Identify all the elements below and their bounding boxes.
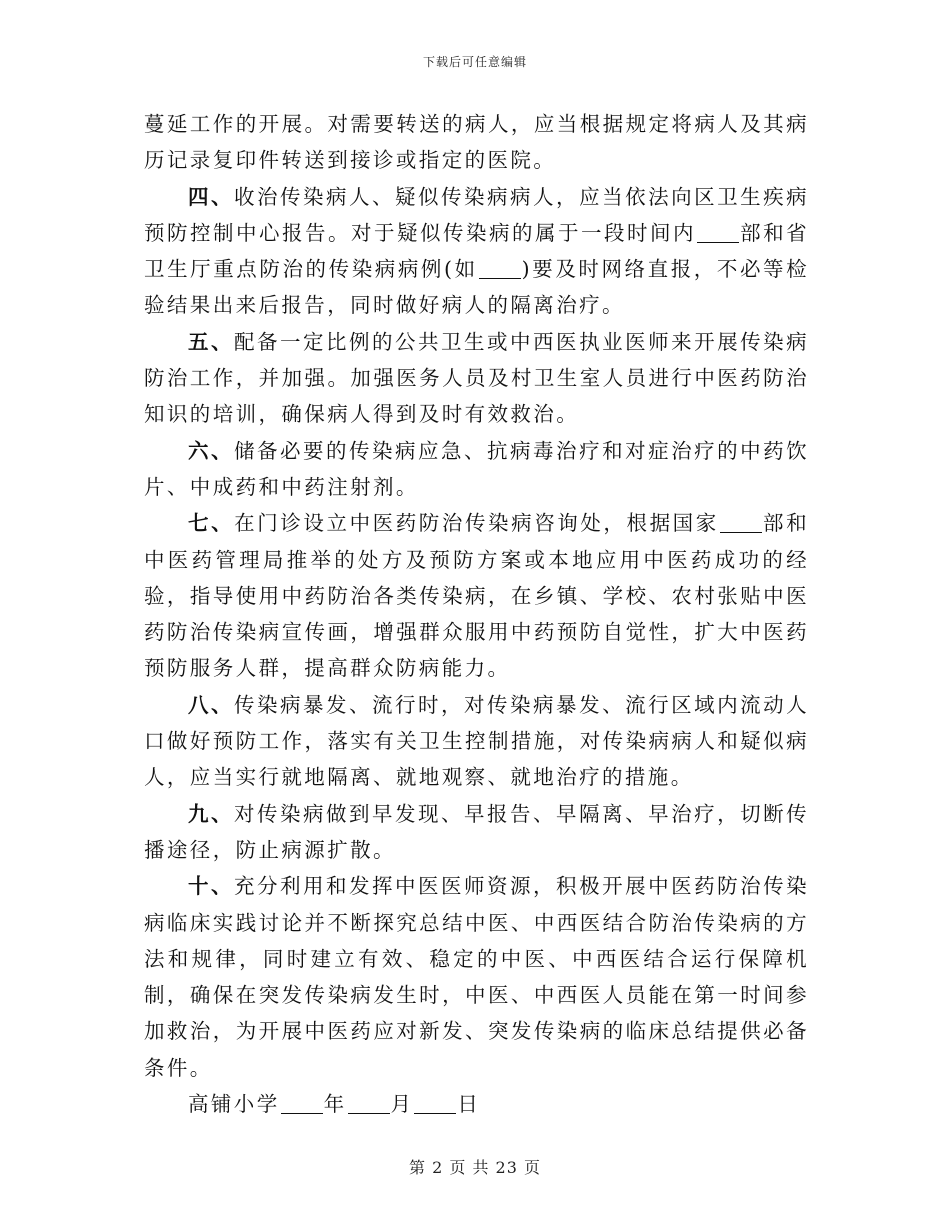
document-body xyxy=(144,106,809,1122)
item-number: 十、 xyxy=(188,874,235,899)
paragraph-text: 部和省卫生厅重点防治的传染病病例(如 xyxy=(144,220,809,282)
item-number: 六、 xyxy=(188,438,235,463)
fill-blank xyxy=(697,222,739,243)
signature-month: 月 xyxy=(390,1092,414,1117)
signature-day: 日 xyxy=(457,1092,481,1117)
signature-year: 年 xyxy=(323,1092,347,1117)
paragraph-continuation xyxy=(144,106,809,179)
paragraph-text: )要及时网络直报，不必等检验结果出来后报告，同时做好病人的隔离治疗。 xyxy=(144,257,810,318)
paragraph-7 xyxy=(144,505,809,686)
item-number: 七、 xyxy=(188,511,235,536)
paragraph-text: 收治传染病人、疑似传染病病人，应当依法向区卫生疾病预防控制中心报告。对于疑似传染病的属于一段时间内 xyxy=(144,184,809,245)
paragraph-text: 配备一定比例的公共卫生或中西医执业医师来开展传染病防治工作，并加强。加强医务人员及村卫生室人员进行中医药防治知识的培训，确保病人得到及时有效救治。 xyxy=(144,329,809,427)
signature-line xyxy=(144,1086,809,1122)
signature-org: 高铺小学 xyxy=(188,1092,280,1117)
page-header: 下载后可任意编辑 xyxy=(422,55,527,69)
fill-blank xyxy=(281,1093,323,1114)
page-footer: 第 2 页 共 23 页 xyxy=(409,1158,541,1177)
paragraph-4 xyxy=(144,179,809,324)
fill-blank xyxy=(414,1093,456,1114)
paragraph-text: 传染病暴发、流行时，对传染病暴发、流行区域内流动人口做好预防工作，落实有关卫生控制措施，对传染病病人和疑似病人，应当实行就地隔离、就地观察、就地治疗的措施。 xyxy=(144,692,809,790)
paragraph-text: 部和中医药管理局推举的处方及预防方案或本地应用中医药成功的经验，指导使用中药防治各类传染病，在乡镇、学校、农村张贴中医药防治传染病宣传画，增强群众服用中药预防自觉性，扩大中医药预防服务人群，提高群众防病能力。 xyxy=(144,511,809,681)
item-number: 八、 xyxy=(188,692,235,717)
paragraph-10 xyxy=(144,868,809,1086)
paragraph-text: 对传染病做到早发现、早报告、早隔离、早治疗，切断传播途径，防止病源扩散。 xyxy=(144,801,809,862)
paragraph-6 xyxy=(144,433,809,506)
fill-blank xyxy=(479,258,521,279)
paragraph-5 xyxy=(144,324,809,433)
paragraph-text: 充分利用和发挥中医医师资源，积极开展中医药防治传染病临床实践讨论并不断探究总结中医、中西医结合防治传染病的方法和规律，同时建立有效、稳定的中医、中西医结合运行保障机制，确保在突发传染病发生时，中医、中西医人员能在第一时间参加救治，为开展中医药应对新发、突发传染病的临床总结提供必备条件。 xyxy=(144,874,809,1080)
item-number: 九、 xyxy=(188,801,235,826)
paragraph-text: 在门诊设立中医药防治传染病咨询处，根据国家 xyxy=(234,511,719,536)
fill-blank xyxy=(348,1093,390,1114)
item-number: 五、 xyxy=(188,329,235,354)
paragraph-8 xyxy=(144,687,809,796)
paragraph-9 xyxy=(144,796,809,869)
fill-blank xyxy=(720,512,762,533)
item-number: 四、 xyxy=(188,184,235,209)
paragraph-text: 储备必要的传染病应急、抗病毒治疗和对症治疗的中药饮片、中成药和中药注射剂。 xyxy=(144,438,809,499)
paragraph-text: 蔓延工作的开展。对需要转送的病人，应当根据规定将病人及其病历记录复印件转送到接诊或指定的医院。 xyxy=(144,112,809,173)
